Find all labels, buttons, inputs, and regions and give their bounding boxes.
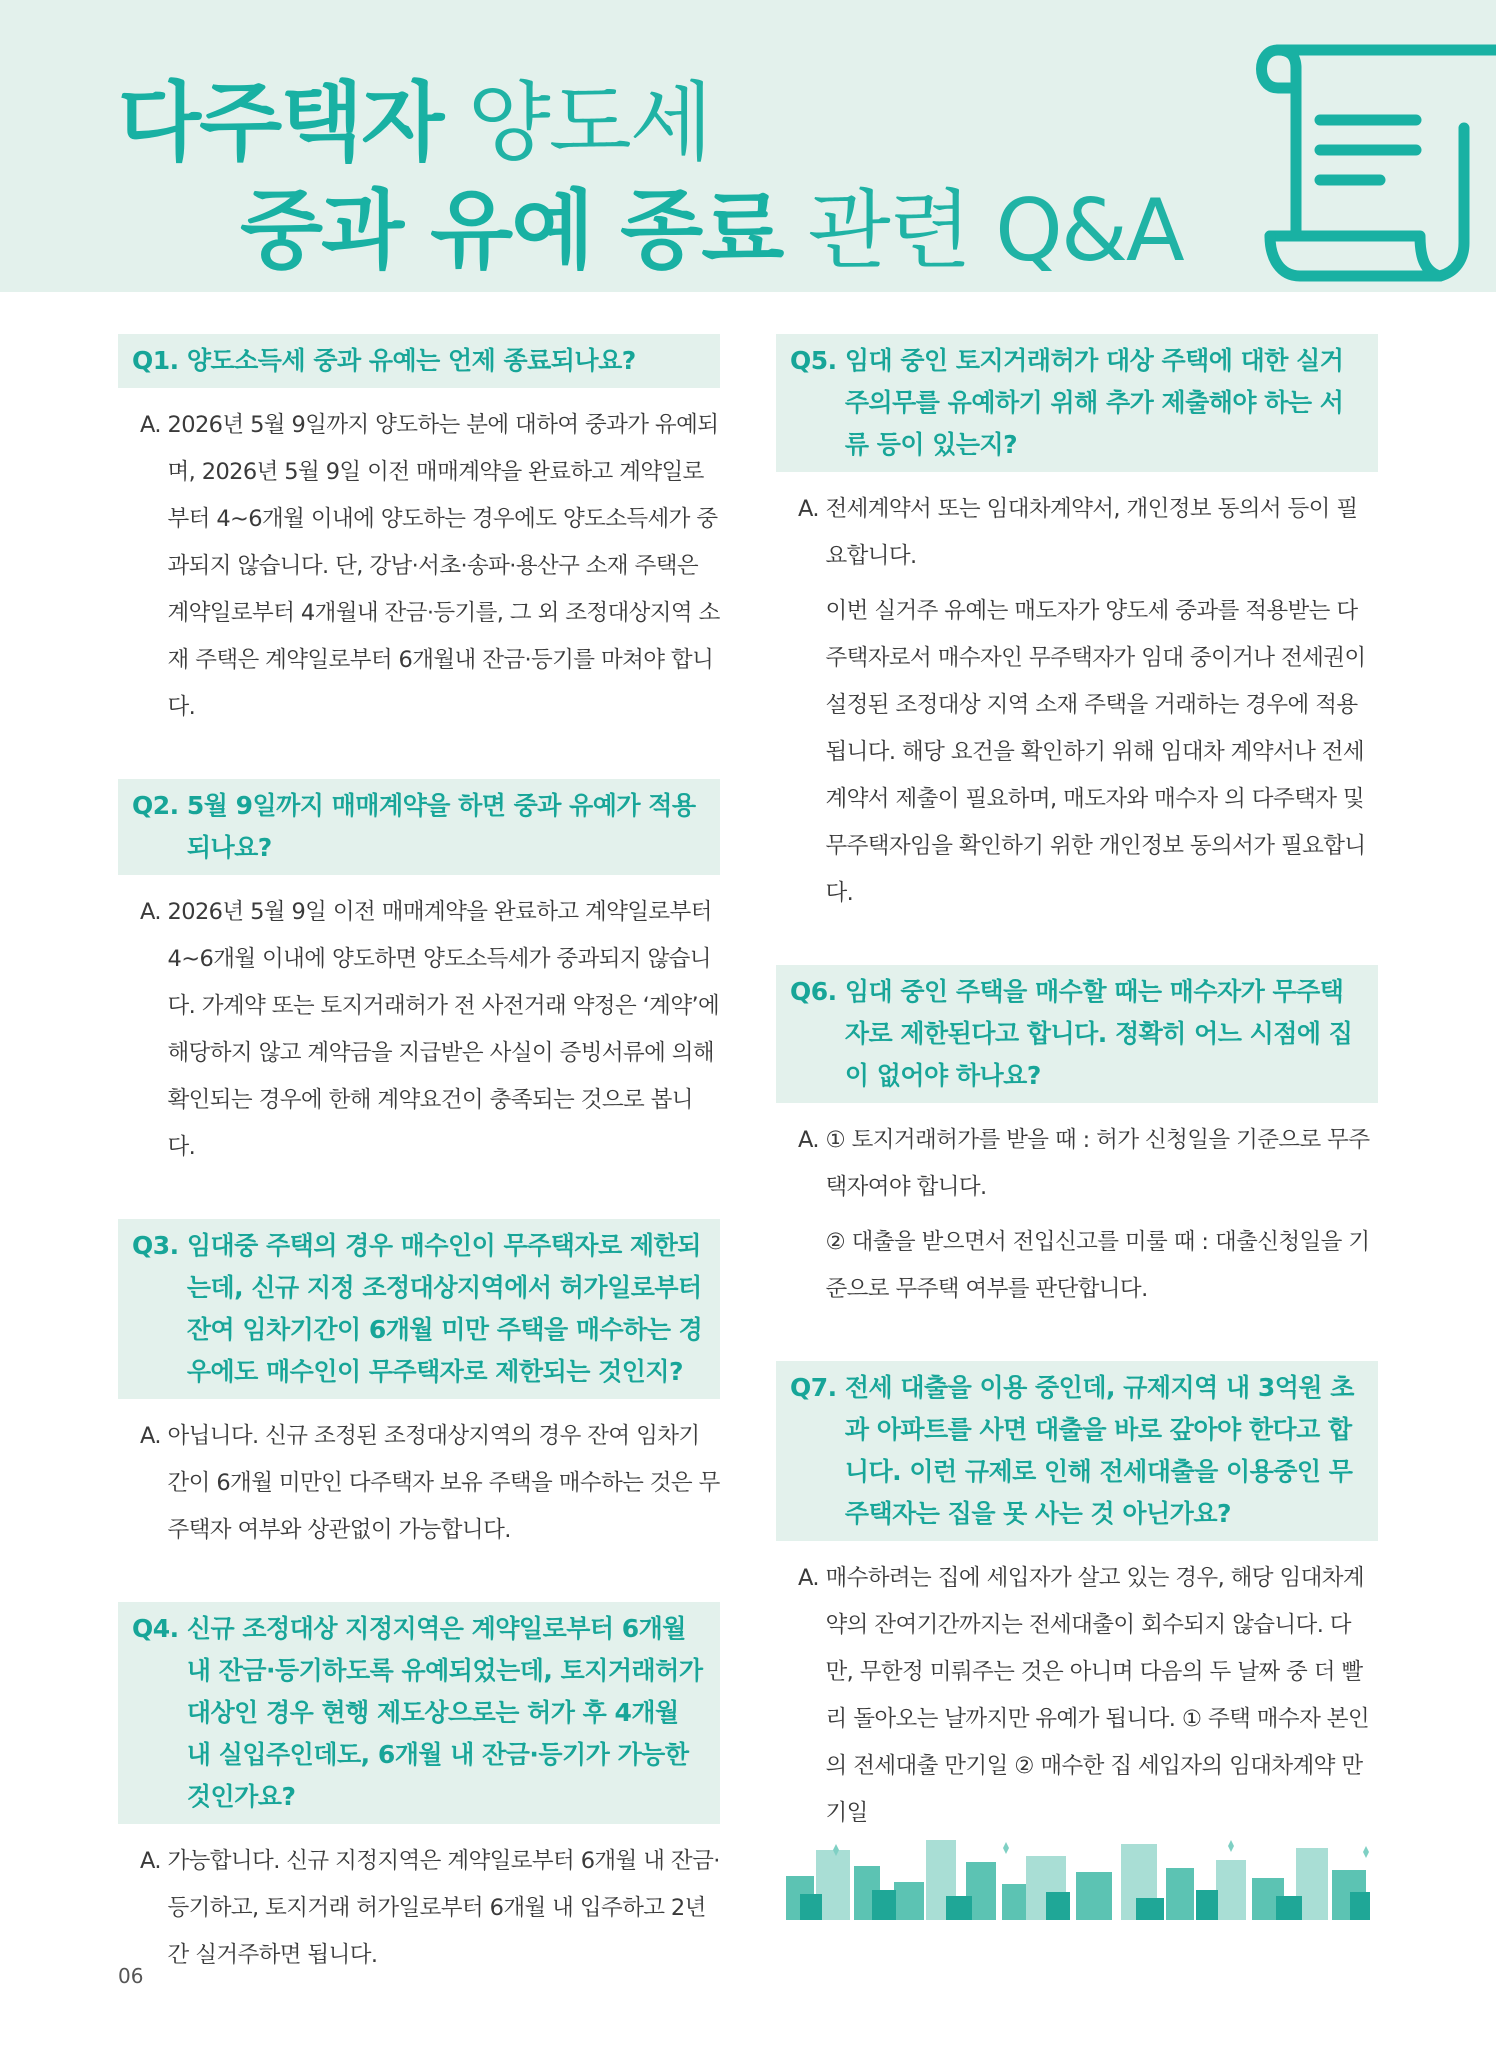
question-number: Q6. bbox=[790, 977, 845, 1006]
answer-paragraph: ② 대출을 받으면서 전입신고를 미룰 때 : 대출신청일을 기준으로 무주택 여부를 판단합니다. bbox=[825, 1229, 1370, 1302]
scroll-document-icon bbox=[1250, 38, 1496, 300]
question-text: 임대 중인 토지거래허가 대상 주택에 대한 실거주의무를 유예하기 위해 추가 제출해야 하는 서류 등이 있는지? bbox=[844, 346, 1344, 459]
answer-paragraph: ① 토지거래허가를 받을 때 : 허가 신청일을 기준으로 무주택자여야 합니다. bbox=[825, 1127, 1370, 1200]
page-title-line-1 bbox=[118, 73, 711, 173]
question-number: Q2. bbox=[132, 791, 187, 820]
qa-item-1 bbox=[118, 334, 720, 731]
question-7 bbox=[776, 1361, 1378, 1541]
question-text: 임대중 주택의 경우 매수인이 무주택자로 제한되는데, 신규 지정 조정대상지역에서 허가일로부터 잔여 임차기간이 6개월 미만 주택을 매수하는 경우에도 매수인이 무주택자로 제한되는 것인지? bbox=[186, 1231, 703, 1386]
title-light-1: 양도세 bbox=[442, 73, 711, 173]
answer-paragraph: 2026년 5월 9일 이전 매매계약을 완료하고 계약일로부터 4~6개월 이내에 양도하면 양도소득세가 중과되지 않습니다. 가계약 또는 토지거래허가 전 사전거래 약정은 ‘계약’에 해당하지 않고 계약금을 지급받은 사실이 증빙서류에 의해 확인되는 경우에 한해 계약요건이 충족되는 것으로 봅니다. bbox=[167, 899, 720, 1160]
answer-paragraph: 전세계약서 또는 임대차계약서, 개인정보 동의서 등이 필요합니다. bbox=[825, 496, 1358, 569]
question-number: Q3. bbox=[132, 1231, 187, 1260]
question-text: 양도소득세 중과 유예는 언제 종료되나요? bbox=[186, 346, 636, 375]
title-bold-1: 다주택자 bbox=[118, 73, 443, 173]
question-text: 임대 중인 주택을 매수할 때는 매수자가 무주택자로 제한된다고 합니다. 정확히 어느 시점에 집이 없어야 하나요? bbox=[844, 977, 1353, 1090]
question-number: Q5. bbox=[790, 346, 845, 375]
answer-prefix: A. bbox=[140, 412, 168, 438]
answer-4 bbox=[118, 1824, 720, 1979]
city-skyline-illustration bbox=[776, 1832, 1378, 1920]
answer-prefix: A. bbox=[140, 1848, 168, 1874]
question-6 bbox=[776, 965, 1378, 1103]
question-number: Q1. bbox=[132, 346, 187, 375]
left-column bbox=[118, 334, 720, 2027]
question-5 bbox=[776, 334, 1378, 472]
question-3 bbox=[118, 1219, 720, 1399]
header-banner bbox=[0, 0, 1496, 292]
qa-item-3 bbox=[118, 1219, 720, 1554]
answer-prefix: A. bbox=[140, 1423, 168, 1449]
question-text: 전세 대출을 이용 중인데, 규제지역 내 3억원 초과 아파트를 사면 대출을 바로 갚아야 한다고 합니다. 이런 규제로 인해 전세대출을 이용중인 무주택자는 집을 못 사는 것 아닌가요? bbox=[844, 1373, 1354, 1528]
answer-prefix: A. bbox=[798, 496, 826, 522]
answer-prefix: A. bbox=[798, 1127, 826, 1153]
answer-paragraph: 아닙니다. 신규 조정된 조정대상지역의 경우 잔여 임차기간이 6개월 미만인 다주택자 보유 주택을 매수하는 것은 무주택자 여부와 상관없이 가능합니다. bbox=[167, 1423, 720, 1543]
answer-paragraph: 매수하려는 집에 세입자가 살고 있는 경우, 해당 임대차계약의 잔여기간까지는 전세대출이 회수되지 않습니다. 다만, 무한정 미뤄주는 것은 아니며 다음의 두 날짜 중 더 빨리 돌아오는 날까지만 유예가 됩니다. ① 주택 매수자 본인의 전세대출 만기일 ② 매수한 집 세입자의 임대차계약 만기일 bbox=[825, 1565, 1370, 1826]
page-number: 06 bbox=[118, 1964, 144, 1988]
answer-2 bbox=[118, 875, 720, 1171]
qa-item-6 bbox=[776, 965, 1378, 1313]
qa-item-2 bbox=[118, 779, 720, 1171]
qa-item-7 bbox=[776, 1361, 1378, 1837]
answer-paragraph: 가능합니다. 신규 지정지역은 계약일로부터 6개월 내 잔금·등기하고, 토지거래 허가일로부터 6개월 내 입주하고 2년간 실거주하면 됩니다. bbox=[167, 1848, 720, 1968]
qa-item-5 bbox=[776, 334, 1378, 917]
question-number: Q7. bbox=[790, 1373, 845, 1402]
page-title-line-2 bbox=[240, 181, 1183, 281]
title-light-2: 관련 Q&A bbox=[782, 181, 1183, 281]
qa-item-4 bbox=[118, 1602, 720, 1979]
question-text: 5월 9일까지 매매계약을 하면 중과 유예가 적용되나요? bbox=[186, 791, 696, 862]
answer-3 bbox=[118, 1399, 720, 1554]
answer-5 bbox=[776, 472, 1378, 917]
answer-paragraph: 2026년 5월 9일까지 양도하는 분에 대하여 중과가 유예되며, 2026년 5월 9일 이전 매매계약을 완료하고 계약일로부터 4~6개월 이내에 양도하는 경우에도 양도소득세가 중과되지 않습니다. 단, 강남·서초·송파·용산구 소재 주택은 계약일로부터 4개월내 잔금·등기를, 그 외 조정대상지역 소재 주택은 계약일로부터 6개월내 잔금·등기를 마쳐야 합니다. bbox=[167, 412, 720, 720]
answer-6 bbox=[776, 1103, 1378, 1313]
answer-paragraph: 이번 실거주 유예는 매도자가 양도세 중과를 적용받는 다주택자로서 매수자인 무주택자가 임대 중이거나 전세권이 설정된 조정대상 지역 소재 주택을 거래하는 경우에 적용됩니다. 해당 요건을 확인하기 위해 임대차 계약서나 전세 계약서 제출이 필요하며, 매도자와 매수자 의 다주택자 및 무주택자임을 확인하기 위한 개인정보 동의서가 필요합니다. bbox=[825, 598, 1366, 906]
title-bold-2: 중과 유예 종료 bbox=[240, 181, 783, 281]
answer-prefix: A. bbox=[798, 1565, 826, 1591]
answer-7 bbox=[776, 1541, 1378, 1837]
question-1 bbox=[118, 334, 720, 388]
question-4 bbox=[118, 1602, 720, 1824]
right-column bbox=[776, 334, 1378, 1885]
answer-prefix: A. bbox=[140, 899, 168, 925]
question-number: Q4. bbox=[132, 1614, 187, 1643]
answer-1 bbox=[118, 388, 720, 731]
question-text: 신규 조정대상 지정지역은 계약일로부터 6개월 내 잔금·등기하도록 유예되었는데, 토지거래허가 대상인 경우 현행 제도상으로는 허가 후 4개월 내 실입주인데도, 6개월 내 잔금·등기가 가능한 것인가요? bbox=[186, 1614, 703, 1811]
question-2 bbox=[118, 779, 720, 875]
